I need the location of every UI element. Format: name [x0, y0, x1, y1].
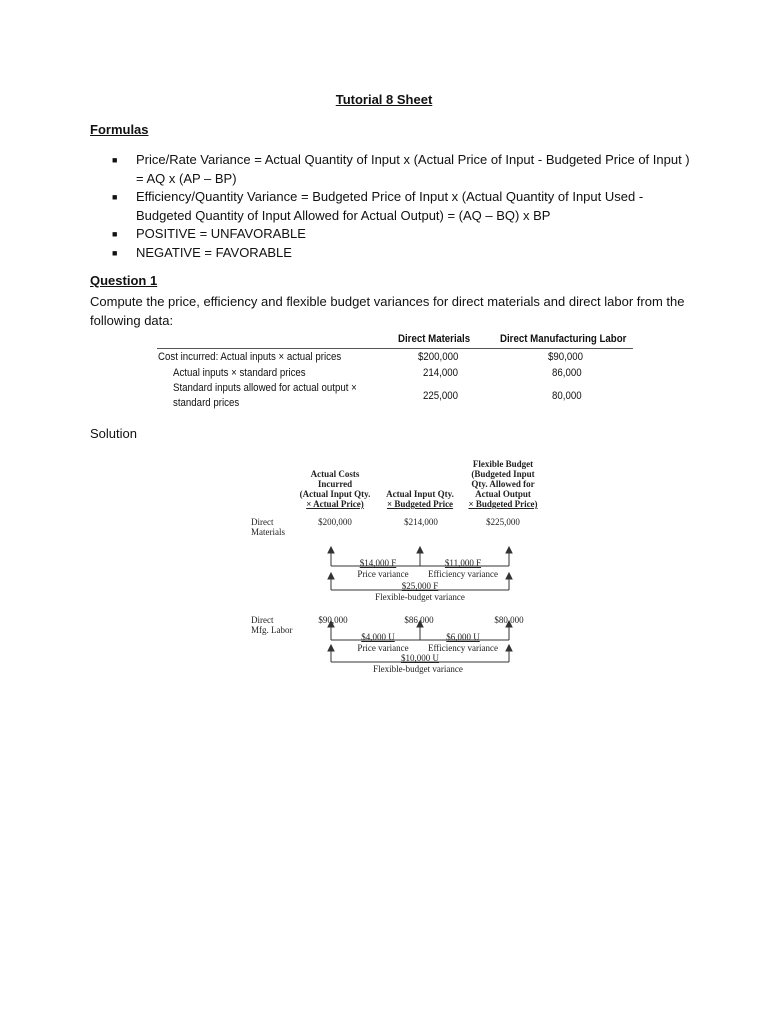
dm-actual-value: $200,000 [318, 517, 352, 527]
bullet-icon: ■ [112, 192, 118, 202]
table-row-label: standard prices [173, 397, 240, 409]
dl-budgeted-value: $86,000 [404, 615, 434, 625]
bullet-icon: ■ [112, 247, 118, 258]
table-row-label: Actual inputs × standard prices [173, 367, 306, 379]
col-header-dm: Direct Materials [398, 333, 471, 345]
dl-flexible-variance-label: Flexible-budget variance [373, 664, 463, 674]
question-heading: Question 1 [90, 273, 158, 288]
col-header-dl: Direct Manufacturing Labor [500, 333, 627, 345]
dm-budgeted-value: $214,000 [404, 517, 438, 527]
formula-item: ■ Efficiency/Quantity Variance = Budgeted Price of Input x (Actual Quantity of Input Used - Budgeted Quantity of Input Allowed for Actual Output) = (AQ – BQ) x BP [112, 189, 644, 223]
dm-flexible-variance: $25,000 F [401, 581, 439, 591]
dl-efficiency-variance: $6,000 U [446, 632, 480, 642]
page-title: Tutorial 8 Sheet [335, 92, 433, 107]
table-cell: 80,000 [552, 390, 582, 402]
table-cell: $200,000 [418, 351, 459, 363]
table-cell: 225,000 [423, 390, 458, 402]
dl-price-variance-label: Price variance [357, 643, 409, 653]
header-flexible-budget: Flexible Budget (Budgeted Input Qty. Allowed for Actual Output × Budgeted Price) [468, 459, 538, 509]
question-text: Compute the price, efficiency and flexible budget variances for direct materials and direct labor from the following data: [90, 294, 685, 328]
dl-price-variance: $4,000 U [361, 632, 395, 642]
dl-label: Direct Mfg. Labor [251, 615, 293, 635]
dm-label: Direct Materials [251, 517, 285, 537]
dl-actual-value: $90,000 [318, 615, 348, 625]
table-row-label: Standard inputs allowed for actual output × [173, 382, 357, 394]
dm-efficiency-variance: $11,000 F [444, 558, 482, 568]
dm-efficiency-variance-label: Efficiency variance [427, 569, 499, 579]
header-actual-costs: Actual Costs Incurred (Actual Input Qty. × Actual Price) [299, 469, 371, 509]
dl-flex-value: $80,000 [494, 615, 524, 625]
bullet-icon: ■ [112, 155, 118, 165]
solution-label: Solution [90, 426, 137, 441]
formula-item: ■ POSITIVE = UNFAVORABLE [90, 225, 730, 244]
dm-price-variance: $14,000 F [359, 558, 397, 568]
dm-flex-value: $225,000 [486, 517, 520, 527]
table-cell: $90,000 [548, 351, 583, 363]
formula-item: ■ Price/Rate Variance = Actual Quantity of Input x (Actual Price of Input - Budgeted Price of Input ) = AQ x (AP – BP) [112, 152, 690, 186]
dl-flexible-variance: $10,000 U [401, 653, 439, 663]
table-cell: 214,000 [423, 367, 458, 379]
table-row-label: Cost incurred: Actual inputs × actual prices [158, 351, 342, 363]
dm-price-variance-label: Price variance [357, 569, 409, 579]
dm-flexible-variance-label: Flexible-budget variance [375, 592, 465, 602]
dl-efficiency-variance-label: Efficiency variance [427, 643, 499, 653]
bullet-icon: ■ [112, 229, 118, 239]
header-actual-input-budgeted: Actual Input Qty. × Budgeted Price [386, 489, 454, 509]
formulas-heading: Formulas [90, 122, 149, 137]
formula-item: ■ NEGATIVE = FAVORABLE [90, 244, 730, 263]
table-cell: 86,000 [552, 367, 582, 379]
